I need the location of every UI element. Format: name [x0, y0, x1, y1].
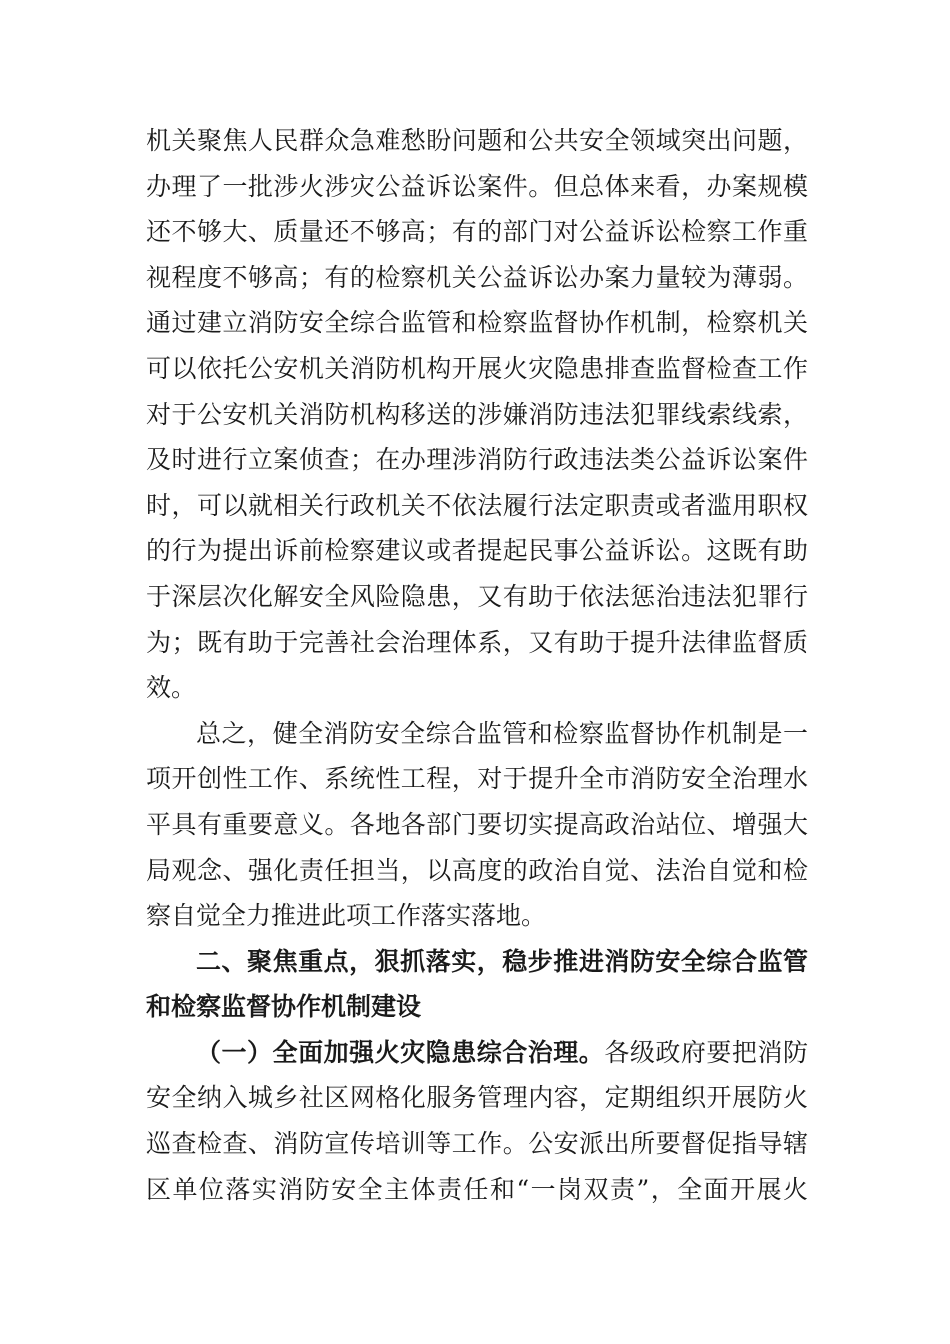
text-line: 安全纳入城乡社区网格化服务管理内容，定期组织开展防火 — [146, 1083, 808, 1113]
paragraph-1 — [146, 118, 808, 711]
text-line — [146, 1030, 808, 1076]
heading-line: 二、聚焦重点，狠抓落实，稳步推进消防安全综合监管 — [196, 946, 808, 976]
text-line: 总之，健全消防安全综合监管和检察监督协作机制是一 — [196, 718, 808, 748]
paragraph-3 — [146, 1030, 808, 1212]
text-line: 视程度不够高；有的检察机关公益诉讼办案力量较为薄弱。 — [146, 262, 808, 292]
text-line: 察自觉全力推进此项工作落实落地。 — [146, 901, 547, 931]
section-heading — [146, 939, 808, 1030]
text-line: 平具有重要意义。各地各部门要切实提高政治站位、增强大 — [146, 809, 808, 839]
text-line: 项开创性工作、系统性工程，对于提升全市消防安全治理水 — [146, 764, 808, 794]
text-line: 还不够大、质量还不够高；有的部门对公益诉讼检察工作重 — [146, 217, 808, 247]
text-line: 为；既有助于完善社会治理体系，又有助于提升法律监督质 — [146, 627, 808, 657]
document-body — [146, 118, 808, 1212]
text-line: 区单位落实消防安全主体责任和“一岗双责”，全面开展火 — [146, 1174, 808, 1204]
text-line: 机关聚焦人民群众急难愁盼问题和公共安全领域突出问题， — [146, 126, 808, 155]
text-line: 对于公安机关消防机构移送的涉嫌消防违法犯罪线索线索， — [146, 399, 808, 429]
text-line: 局观念、强化责任担当，以高度的政治自觉、法治自觉和检 — [146, 855, 808, 885]
text-line: 时，可以就相关行政机关不依法履行法定职责或者滥用职权 — [146, 490, 808, 520]
heading-line: 和检察监督协作机制建设 — [146, 992, 422, 1022]
text-line: 办理了一批涉火涉灾公益诉讼案件。但总体来看，办案规模 — [146, 171, 808, 201]
text-line: 的行为提出诉前检察建议或者提起民事公益诉讼。这既有助 — [146, 536, 808, 566]
text-line: 及时进行立案侦查；在办理涉消防行政违法类公益诉讼案件 — [146, 445, 808, 475]
text-line: 通过建立消防安全综合监管和检察监督协作机制，检察机关 — [146, 308, 808, 338]
text-line: 巡查检查、消防宣传培训等工作。公安派出所要督促指导辖 — [146, 1129, 808, 1159]
text-line: 可以依托公安机关消防机构开展火灾隐患排查监督检查工作 — [146, 353, 808, 383]
text-line: 于深层次化解安全风险隐患，又有助于依法惩治违法犯罪行 — [146, 581, 808, 611]
text-span: 各级政府要把消防 — [604, 1037, 808, 1067]
paragraph-2 — [146, 711, 808, 939]
subsection-lead: （一）全面加强火灾隐患综合治理。 — [196, 1037, 605, 1067]
text-line: 效。 — [146, 673, 197, 703]
